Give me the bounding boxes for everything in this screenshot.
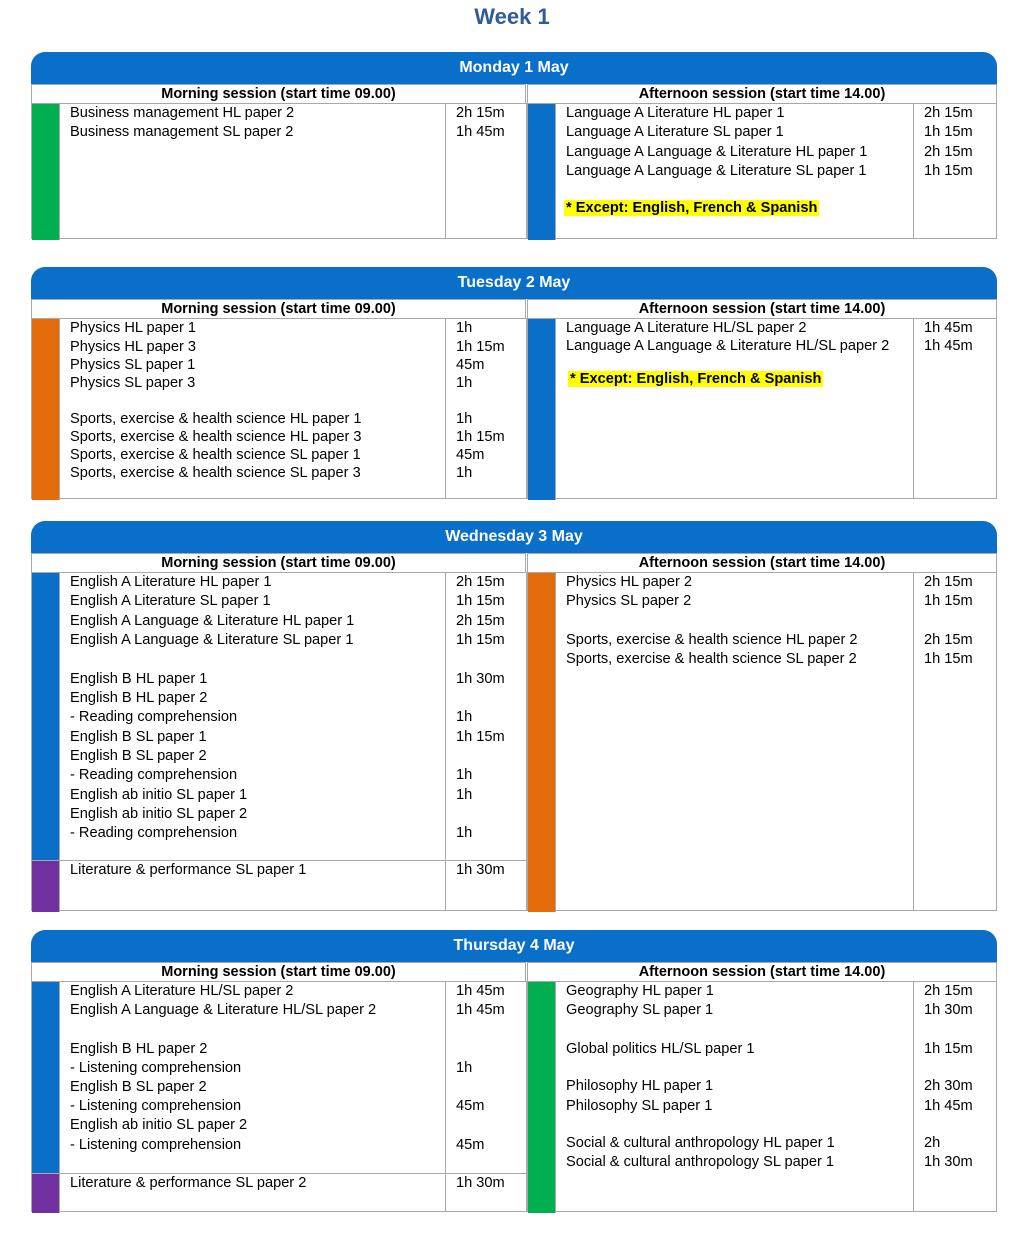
exam-duration: 45m: [456, 1137, 485, 1153]
exception-note: [568, 371, 823, 387]
exam-duration: 2h 30m: [924, 1078, 973, 1094]
exam-name: Language A Literature SL paper 1: [566, 124, 784, 140]
day-section: [31, 930, 997, 1212]
exam-duration: 1h 30m: [924, 1154, 973, 1170]
afternoon-column: [527, 981, 997, 1212]
exam-duration: 1h 30m: [456, 1175, 505, 1191]
bar-divider: [59, 861, 60, 912]
exam-name: - Reading comprehension: [70, 767, 238, 783]
morning-column: [31, 572, 527, 911]
bar-divider: [555, 319, 556, 500]
exam-duration: 2h 15m: [456, 613, 505, 629]
exam-name: English ab initio SL paper 1: [70, 787, 248, 803]
afternoon-column: [527, 103, 997, 239]
exam-name: Literature & performance SL paper 1: [70, 862, 307, 878]
exam-duration: 2h: [924, 1135, 941, 1151]
exam-block: [528, 573, 996, 912]
session-grid: [31, 103, 997, 239]
exam-name: Sports, exercise & health science SL paper 3: [70, 465, 361, 481]
afternoon-column: [527, 318, 997, 499]
exam-name: English B SL paper 2: [70, 1079, 207, 1095]
bar-divider: [555, 104, 556, 240]
exam-duration: 1h 30m: [456, 671, 505, 687]
day-header: Tuesday 2 May: [31, 267, 997, 299]
bar-divider: [555, 982, 556, 1213]
exam-duration: 1h: [456, 825, 473, 841]
exam-duration: 2h 15m: [924, 983, 973, 999]
bar-divider: [59, 104, 60, 240]
session-headers: [31, 299, 997, 318]
exam-name: Language A Language & Literature HL/SL paper 2: [566, 338, 890, 354]
exam-name: Social & cultural anthropology HL paper 1: [566, 1135, 835, 1151]
subject-color-bar: [528, 319, 555, 500]
morning-session-header: Morning session (start time 09.00): [31, 553, 526, 572]
subject-color-bar: [32, 1174, 59, 1213]
exam-duration: 45m: [456, 447, 485, 463]
morning-column: [31, 318, 527, 499]
exam-name: English B SL paper 2: [70, 748, 207, 764]
exam-duration: 1h: [456, 465, 473, 481]
exam-name: Business management SL paper 2: [70, 124, 294, 140]
exam-duration: 2h 15m: [924, 105, 973, 121]
exam-name: Language A Literature HL/SL paper 2: [566, 320, 807, 336]
exam-duration: 1h 15m: [456, 339, 505, 355]
session-grid: [31, 318, 997, 499]
exam-duration: 1h 15m: [456, 593, 505, 609]
exam-name: English A Literature HL/SL paper 2: [70, 983, 294, 999]
exam-block: [528, 104, 996, 240]
exam-name: Sports, exercise & health science HL paper 1: [70, 411, 362, 427]
exam-name: English A Language & Literature SL paper 1: [70, 632, 354, 648]
morning-column: [31, 981, 527, 1212]
exam-duration: 1h 45m: [924, 338, 973, 354]
subject-color-bar: [32, 573, 59, 861]
session-grid: [31, 981, 997, 1212]
exam-name: Literature & performance SL paper 2: [70, 1175, 307, 1191]
exam-name: Language A Language & Literature HL paper 1: [566, 144, 868, 160]
exam-name: Sports, exercise & health science HL paper 3: [70, 429, 362, 445]
exam-duration: 2h 15m: [924, 144, 973, 160]
subject-color-bar: [32, 104, 59, 240]
exam-duration: 1h: [456, 411, 473, 427]
exam-duration: 1h 45m: [456, 124, 505, 140]
exam-name: Physics HL paper 2: [566, 574, 692, 590]
exception-note: [564, 200, 819, 216]
exam-name: Philosophy SL paper 1: [566, 1098, 713, 1114]
exam-block: [528, 319, 996, 500]
exam-name: - Listening comprehension: [70, 1098, 242, 1114]
exam-name: Philosophy HL paper 1: [566, 1078, 714, 1094]
exam-name: - Reading comprehension: [70, 825, 238, 841]
exam-name: English B SL paper 1: [70, 729, 207, 745]
exam-name: Sports, exercise & health science SL paper 2: [566, 651, 857, 667]
exam-duration: 1h 45m: [924, 1098, 973, 1114]
subject-color-bar: [528, 982, 555, 1213]
exam-name: Language A Literature HL paper 1: [566, 105, 785, 121]
exam-block: [32, 573, 526, 861]
exception-note-text: * Except: English, French & Spanish: [570, 371, 822, 387]
exam-name: English B HL paper 2: [70, 1041, 208, 1057]
exam-duration: 1h 15m: [456, 729, 505, 745]
exam-duration: 1h 30m: [456, 862, 505, 878]
exam-duration: 2h 15m: [924, 574, 973, 590]
exam-name: - Listening comprehension: [70, 1060, 242, 1076]
exam-duration: 1h 15m: [456, 632, 505, 648]
exam-block: [32, 319, 526, 500]
day-header: Wednesday 3 May: [31, 521, 997, 553]
afternoon-session-header: Afternoon session (start time 14.00): [527, 553, 997, 572]
subject-color-bar: [32, 861, 59, 912]
exam-name: Language A Language & Literature SL paper 1: [566, 163, 867, 179]
exam-name: English ab initio SL paper 2: [70, 1117, 248, 1133]
bar-divider: [59, 1174, 60, 1213]
block-divider: [32, 1173, 526, 1174]
exam-name: Sports, exercise & health science HL paper 2: [566, 632, 858, 648]
bar-divider: [59, 982, 60, 1174]
page-title: Week 1: [474, 4, 550, 29]
exam-name: English B HL paper 1: [70, 671, 208, 687]
afternoon-column: [527, 572, 997, 911]
exam-name: English A Language & Literature HL paper 1: [70, 613, 355, 629]
exam-duration: 2h 15m: [924, 632, 973, 648]
exam-duration: 2h 15m: [456, 105, 505, 121]
morning-session-header: Morning session (start time 09.00): [31, 84, 526, 103]
bar-divider: [59, 319, 60, 500]
exam-duration: 45m: [456, 1098, 485, 1114]
exam-block: [32, 861, 526, 912]
exam-name: Physics SL paper 3: [70, 375, 196, 391]
exam-name: Business management HL paper 2: [70, 105, 295, 121]
exam-block: [32, 104, 526, 240]
exam-duration: 1h: [456, 375, 473, 391]
exam-duration: 1h: [456, 320, 473, 336]
exam-name: English A Literature HL paper 1: [70, 574, 272, 590]
exam-name: - Listening comprehension: [70, 1137, 242, 1153]
day-header: Thursday 4 May: [31, 930, 997, 962]
exam-duration: 1h 15m: [924, 651, 973, 667]
exam-name: Physics HL paper 3: [70, 339, 196, 355]
block-divider: [32, 860, 526, 861]
exam-duration: 1h 15m: [924, 163, 973, 179]
exam-name: Physics HL paper 1: [70, 320, 196, 336]
bar-divider: [59, 573, 60, 861]
exam-duration: 1h 15m: [924, 593, 973, 609]
exam-duration: 1h 15m: [924, 1041, 973, 1057]
exam-duration: 1h 45m: [456, 1002, 505, 1018]
afternoon-session-header: Afternoon session (start time 14.00): [527, 84, 997, 103]
exam-block: [528, 982, 996, 1213]
exam-duration: 1h: [456, 787, 473, 803]
exam-name: Global politics HL/SL paper 1: [566, 1041, 755, 1057]
exam-block: [32, 982, 526, 1174]
exam-name: - Reading comprehension: [70, 709, 238, 725]
subject-color-bar: [528, 104, 555, 240]
exam-duration: 1h 45m: [924, 320, 973, 336]
afternoon-session-header: Afternoon session (start time 14.00): [527, 299, 997, 318]
subject-color-bar: [32, 982, 59, 1174]
morning-session-header: Morning session (start time 09.00): [31, 962, 526, 981]
exam-duration: 45m: [456, 357, 485, 373]
session-headers: [31, 553, 997, 572]
bar-divider: [555, 573, 556, 912]
session-headers: [31, 962, 997, 981]
exam-name: English A Language & Literature HL/SL paper 2: [70, 1002, 377, 1018]
exam-name: Geography SL paper 1: [566, 1002, 714, 1018]
session-headers: [31, 84, 997, 103]
day-section: [31, 52, 997, 239]
exception-note-text: * Except: English, French & Spanish: [566, 200, 818, 216]
exam-name: English B HL paper 2: [70, 690, 208, 706]
exam-duration: 1h 45m: [456, 983, 505, 999]
exam-name: English A Literature SL paper 1: [70, 593, 271, 609]
exam-name: Geography HL paper 1: [566, 983, 714, 999]
morning-session-header: Morning session (start time 09.00): [31, 299, 526, 318]
subject-color-bar: [528, 573, 555, 912]
exam-duration: 1h 15m: [456, 429, 505, 445]
exam-name: Physics SL paper 2: [566, 593, 692, 609]
exam-block: [32, 1174, 526, 1213]
exam-duration: 1h: [456, 767, 473, 783]
exam-duration: 2h 15m: [456, 574, 505, 590]
afternoon-session-header: Afternoon session (start time 14.00): [527, 962, 997, 981]
exam-duration: 1h 30m: [924, 1002, 973, 1018]
day-section: [31, 267, 997, 499]
session-grid: [31, 572, 997, 911]
exam-duration: 1h: [456, 1060, 473, 1076]
exam-name: English ab initio SL paper 2: [70, 806, 248, 822]
exam-duration: 1h: [456, 709, 473, 725]
exam-name: Physics SL paper 1: [70, 357, 196, 373]
subject-color-bar: [32, 319, 59, 500]
day-header: Monday 1 May: [31, 52, 997, 84]
exam-name: Social & cultural anthropology SL paper 1: [566, 1154, 834, 1170]
morning-column: [31, 103, 527, 239]
exam-name: Sports, exercise & health science SL paper 1: [70, 447, 361, 463]
day-section: [31, 521, 997, 911]
exam-duration: 1h 15m: [924, 124, 973, 140]
